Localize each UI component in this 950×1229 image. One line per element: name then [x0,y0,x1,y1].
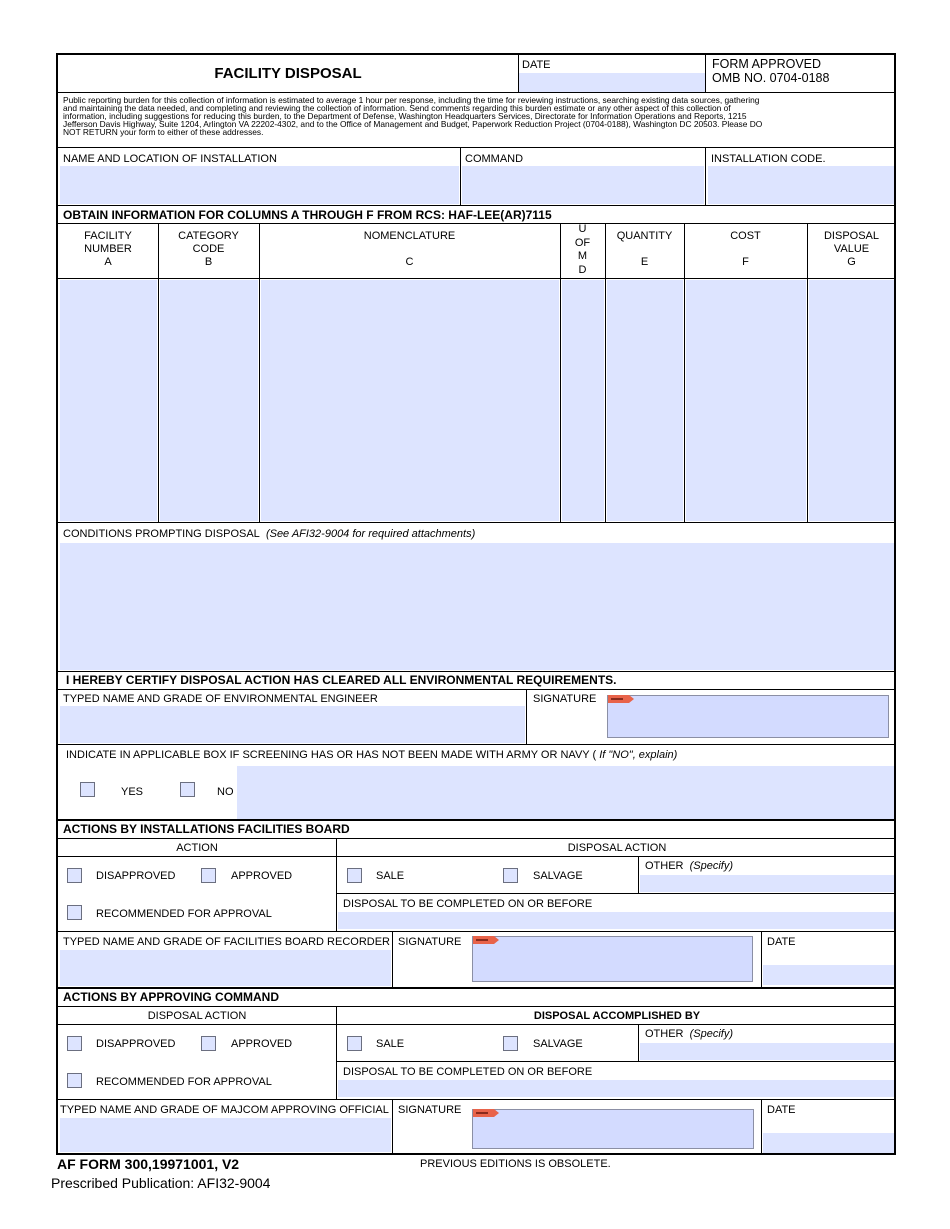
col-f-header: COST F [730,230,761,268]
board-signature-field[interactable] [472,936,753,982]
command-accomplished-header: DISPOSAL ACCOMPLISHED BY [533,1010,701,1022]
command-field[interactable] [462,166,704,204]
command-complete-by-field[interactable] [338,1080,894,1097]
board-other-field[interactable] [640,875,894,892]
command-signature-field[interactable] [472,1109,754,1149]
col-c-header: NOMENCLATURE C [363,230,456,268]
screening-explain-field[interactable] [237,766,894,819]
command-official-label: TYPED NAME AND GRADE OF MAJCOM APPROVING OFFICIAL [60,1104,389,1116]
command-disapproved-checkbox[interactable] [67,1036,82,1051]
installation-name-label: NAME AND LOCATION OF INSTALLATION [63,153,277,165]
board-disposal-action-header: DISPOSAL ACTION [567,842,667,854]
command-heading: ACTIONS BY APPROVING COMMAND [63,990,280,1004]
facility-disposal-form [56,53,896,1155]
signature-flag-icon [473,1109,499,1117]
board-disapproved-checkbox[interactable] [67,868,82,883]
omb-number: OMB NO. 0704-0188 [712,71,830,85]
board-complete-by-field[interactable] [338,912,894,929]
col-g-header: DISPOSAL VALUE G [823,230,880,268]
col-a-header: FACILITY NUMBER A [84,230,132,268]
command-label: COMMAND [465,153,524,165]
board-complete-by-label: DISPOSAL TO BE COMPLETED ON OR BEFORE [343,898,593,910]
col-a-field[interactable] [60,280,157,521]
signature-flag-icon [608,695,634,703]
burden-line-3: information, including suggestions for reducing this burden, to the Department of Defense, Washington Headquarters Services, Directorate for Information Operations and Reports, 1215 [63,111,747,121]
burden-line-5: NOT RETURN your form to either of these addresses. [63,127,264,137]
installation-code-field[interactable] [708,166,894,204]
col-e-header: QUANTITY E [616,230,673,268]
col-d-field[interactable] [562,280,604,521]
engineer-signature-label: SIGNATURE [533,693,597,705]
board-salvage-label: SALVAGE [533,870,583,882]
board-heading: ACTIONS BY INSTALLATIONS FACILITIES BOARD [63,822,350,836]
board-sale-label: SALE [376,870,405,882]
col-f-field[interactable] [686,280,806,521]
command-date-field[interactable] [763,1133,894,1153]
command-approved-label: APPROVED [231,1038,293,1050]
date-field[interactable] [519,73,705,92]
board-disapproved-label: DISAPPROVED [96,870,176,882]
board-approved-checkbox[interactable] [201,868,216,883]
burden-line-1: Public reporting burden for this collection of information is estimated to average 1 hour per response, including the time for reviewing instructions, searching existing data sources, gathering [63,95,760,105]
screening-yes-checkbox[interactable] [80,782,95,797]
command-other-label: OTHER (Specify) [645,1028,734,1040]
certify-heading: I HEREBY CERTIFY DISPOSAL ACTION HAS CLEARED ALL ENVIRONMENTAL REQUIREMENTS. [66,673,617,687]
command-other-field[interactable] [640,1043,894,1060]
command-salvage-checkbox[interactable] [503,1036,518,1051]
form-approved-label: FORM APPROVED [712,57,822,71]
screening-no-label: NO [217,786,234,798]
form-title: FACILITY DISPOSAL [214,65,362,82]
command-sale-checkbox[interactable] [347,1036,362,1051]
engineer-signature-field[interactable] [607,695,889,738]
engineer-name-field[interactable] [60,706,525,743]
command-date-label: DATE [767,1104,796,1116]
installation-name-field[interactable] [60,166,459,204]
screening-yes-label: YES [121,786,144,798]
screening-no-checkbox[interactable] [180,782,195,797]
conditions-label: CONDITIONS PROMPTING DISPOSAL (See AFI32-9004 for required attachments) [63,528,476,540]
installation-code-label: INSTALLATION CODE. [711,153,826,165]
command-approved-checkbox[interactable] [201,1036,216,1051]
board-date-label: DATE [767,936,796,948]
prescribed-publication: Prescribed Publication: AFI32-9004 [51,1175,271,1191]
board-recorder-label: TYPED NAME AND GRADE OF FACILITIES BOARD RECORDER [63,936,390,948]
date-label: DATE [522,59,551,71]
col-e-field[interactable] [607,280,683,521]
command-sale-label: SALE [376,1038,405,1050]
board-signature-label: SIGNATURE [398,936,462,948]
col-b-field[interactable] [160,280,258,521]
conditions-field[interactable] [60,543,894,670]
command-signature-label: SIGNATURE [398,1104,462,1116]
col-b-header: CATEGORY CODE B [178,230,239,268]
col-g-field[interactable] [809,280,894,521]
table-heading: OBTAIN INFORMATION FOR COLUMNS A THROUGH F FROM RCS: HAF-LEE(AR)7115 [63,208,552,222]
screening-label: INDICATE IN APPLICABLE BOX IF SCREENING HAS OR HAS NOT BEEN MADE WITH ARMY OR NAVY ( If "NO", explain) [66,749,678,761]
command-complete-by-label: DISPOSAL TO BE COMPLETED ON OR BEFORE [343,1066,593,1078]
form-id: AF FORM 300,19971001, V2 [57,1156,240,1172]
board-date-field[interactable] [763,965,894,985]
burden-line-4: Jefferson Davis Highway, Suite 1204, Arlington VA 22202-4302, and to the Office of Management and Budget, Paperwork Reduction Project (0704-0188), Washington DC 20503. Please DO [63,119,763,129]
col-c-field[interactable] [261,280,559,521]
command-disposal-action-header: DISPOSAL ACTION [147,1010,247,1022]
board-salvage-checkbox[interactable] [503,868,518,883]
board-action-header: ACTION [176,842,218,854]
signature-flag-icon [473,936,499,944]
board-recommended-checkbox[interactable] [67,905,82,920]
command-disapproved-label: DISAPPROVED [96,1038,176,1050]
board-sale-checkbox[interactable] [347,868,362,883]
board-recommended-label: RECOMMENDED FOR APPROVAL [96,908,272,920]
burden-line-2: and maintaining the data needed, and completing and reviewing the collection of information. Send comments regarding this burden estimate or any other aspect of this collection of [63,103,731,113]
command-recommended-checkbox[interactable] [67,1073,82,1088]
command-recommended-label: RECOMMENDED FOR APPROVAL [96,1076,272,1088]
command-salvage-label: SALVAGE [533,1038,583,1050]
col-d-header: U OF M D [574,223,591,276]
obsolete-note: PREVIOUS EDITIONS IS OBSOLETE. [420,1158,611,1170]
board-approved-label: APPROVED [231,870,293,882]
board-recorder-field[interactable] [60,950,391,986]
command-official-field[interactable] [60,1118,391,1152]
board-other-label: OTHER (Specify) [645,860,734,872]
engineer-name-label: TYPED NAME AND GRADE OF ENVIRONMENTAL ENGINEER [63,693,378,705]
